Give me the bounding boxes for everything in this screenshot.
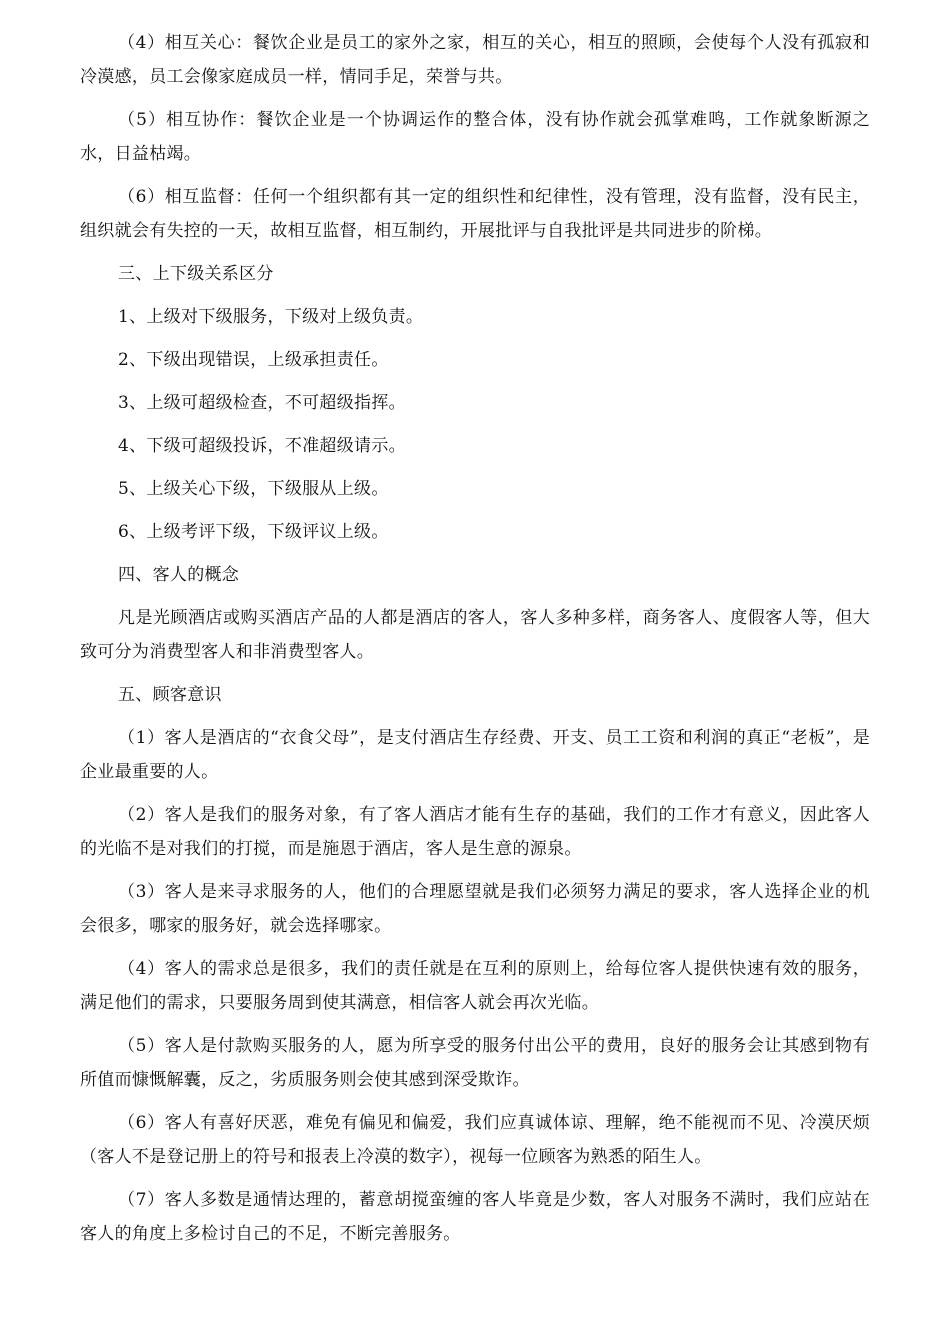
paragraph-mutual-cooperation: （5）相互协作：餐饮企业是一个协调运作的整合体，没有协作就会孤掌难鸣，工作就象断源之水，日益枯竭。 bbox=[80, 110, 870, 164]
list-item-rule-2: 2、下级出现错误，上级承担责任。 bbox=[118, 350, 389, 370]
section-heading-guest-concept: 四、客人的概念 bbox=[118, 565, 240, 585]
paragraph-awareness-7: （7）客人多数是通情达理的，蓄意胡搅蛮缠的客人毕竟是少数，客人对服务不满时，我们应站在客人的角度上多检讨自己的不足，不断完善服务。 bbox=[80, 1190, 870, 1244]
paragraph-awareness-5: （5）客人是付款购买服务的人，愿为所享受的服务付出公平的费用，良好的服务会让其感到物有所值而慷慨解囊，反之，劣质服务则会使其感到深受欺诈。 bbox=[80, 1036, 870, 1090]
list-item-rule-3: 3、上级可超级检查，不可超级指挥。 bbox=[118, 393, 406, 413]
paragraph-mutual-care: （4）相互关心：餐饮企业是员工的家外之家，相互的关心，相互的照顾，会使每个人没有孤寂和冷漠感，员工会像家庭成员一样，情同手足，荣誉与共。 bbox=[80, 33, 870, 87]
list-item-rule-4: 4、下级可超级投诉，不准超级请示。 bbox=[118, 436, 406, 456]
paragraph-awareness-2: （2）客人是我们的服务对象，有了客人酒店才能有生存的基础，我们的工作才有意义，因此客人的光临不是对我们的打搅，而是施恩于酒店，客人是生意的源泉。 bbox=[80, 805, 870, 859]
paragraph-awareness-1: （1）客人是酒店的“衣食父母”，是支付酒店生存经费、开支、员工工资和利润的真正“老板”，是企业最重要的人。 bbox=[80, 728, 870, 782]
paragraph-awareness-6: （6）客人有喜好厌恶，难免有偏见和偏爱，我们应真诚体谅、理解，绝不能视而不见、冷漠厌烦（客人不是登记册上的符号和报表上冷漠的数字），视每一位顾客为熟悉的陌生人。 bbox=[80, 1113, 870, 1167]
paragraph-awareness-4: （4）客人的需求总是很多，我们的责任就是在互利的原则上，给每位客人提供快速有效的服务，满足他们的需求，只要服务周到使其满意，相信客人就会再次光临。 bbox=[80, 959, 870, 1013]
paragraph-awareness-3: （3）客人是来寻求服务的人，他们的合理愿望就是我们必须努力满足的要求，客人选择企业的机会很多，哪家的服务好，就会选择哪家。 bbox=[80, 882, 870, 936]
document-page bbox=[80, 26, 870, 1260]
list-item-rule-1: 1、上级对下级服务，下级对上级负责。 bbox=[118, 307, 424, 327]
paragraph-guest-definition: 凡是光顾酒店或购买酒店产品的人都是酒店的客人，客人多种多样，商务客人、度假客人等，但大致可分为消费型客人和非消费型客人。 bbox=[80, 608, 870, 662]
section-heading-customer-awareness: 五、顾客意识 bbox=[118, 685, 222, 705]
section-heading-superior-subordinate: 三、上下级关系区分 bbox=[118, 264, 274, 284]
list-item-rule-6: 6、上级考评下级，下级评议上级。 bbox=[118, 522, 389, 542]
paragraph-mutual-supervision: （6）相互监督：任何一个组织都有其一定的组织性和纪律性，没有管理，没有监督，没有民主，组织就会有失控的一天，故相互监督，相互制约，开展批评与自我批评是共同进步的阶梯。 bbox=[80, 187, 870, 241]
list-item-rule-5: 5、上级关心下级，下级服从上级。 bbox=[118, 479, 389, 499]
